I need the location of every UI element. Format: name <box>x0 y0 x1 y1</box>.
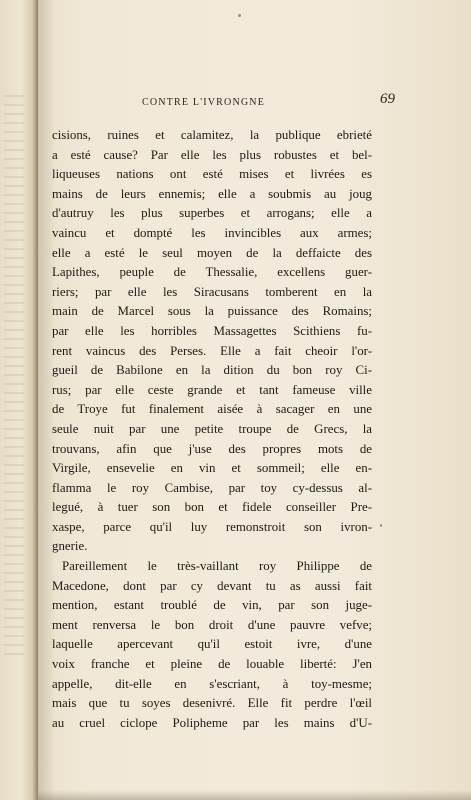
paper-speck <box>380 524 382 527</box>
text-line: elle a esté le seul moyen de la deffaicte des <box>52 245 372 260</box>
text-line: par elle les horribles Massagettes Scithiens fu- <box>52 323 372 338</box>
paragraph-start-line: Pareillement le très-vaillant roy Philippe de <box>62 559 372 574</box>
page-bottom-shadow <box>38 790 471 800</box>
text-line: main de Marcel sous la puissance des Romains; <box>52 304 372 319</box>
paper-speck <box>238 14 241 17</box>
previous-page-bleed-through <box>4 95 24 655</box>
text-line: a esté cause? Par elle les plus robustes et bel- <box>52 147 372 162</box>
text-line: flamma le roy Cambise, par toy cy-dessus al- <box>52 480 372 495</box>
text-line: vaincu et dompté les invincibles aux armes; <box>52 225 372 240</box>
text-line: appelle, dit-elle en s'escriant, à toy-mesme; <box>52 676 372 691</box>
text-line: gueil de Babilone en la dition du bon roy Ci- <box>52 363 372 378</box>
page-number: 69 <box>380 91 395 107</box>
text-line: Macedone, dont par cy devant tu as aussi fait <box>52 578 372 593</box>
running-head: CONTRE L'IVRONGNE <box>142 97 266 108</box>
text-line: mains de leurs ennemis; elle a soubmis au joug <box>52 186 372 201</box>
text-line: cisions, ruines et calamitez, la publique ebrieté <box>52 128 372 142</box>
text-line: mention, estant troublé de vin, par son juge- <box>52 598 372 613</box>
text-line: mais que tu soyes desenivré. Elle fit perdre l'œil <box>52 696 372 711</box>
previous-page-edge <box>0 0 38 800</box>
text-line: au cruel ciclope Polipheme par les mains d'U- <box>52 715 372 730</box>
text-line: d'autruy les plus superbes et arrogans; elle a <box>52 206 372 221</box>
text-line: ment renversa le bon droit d'une pauvre vefve; <box>52 617 372 632</box>
text-line: laquelle apercevant qu'il estoit ivre, d'une <box>52 637 372 652</box>
text-line: seule nuit par une petite troupe de Grecs, la <box>52 421 372 436</box>
text-line: Lapithes, peuple de Thessalie, excellens guer- <box>52 265 372 280</box>
text-line: legué, à tuer son bon et fidele conseiller Pre- <box>52 500 372 515</box>
text-line: rus; par elle ceste grande et tant fameuse ville <box>52 382 372 397</box>
text-line: de Troye fut finalement aisée à sacager en une <box>52 402 372 417</box>
text-line: trouvans, afin que j'use des propres mots de <box>52 441 372 456</box>
page-header <box>95 92 395 112</box>
text-line: voix franche et pleine de louable liberté: J'en <box>52 657 372 672</box>
text-line: rent vaincus des Perses. Elle a fait cheoir l'or- <box>52 343 372 358</box>
body-text <box>52 126 372 733</box>
text-line: Virgile, ensevelie en vin et sommeil; elle en- <box>52 461 372 476</box>
text-line: liqueuses nations ont esté mises et livrées es <box>52 167 372 182</box>
text-line: riers; par elle les Siracusans tomberent en la <box>52 284 372 299</box>
text-line: gnerie. <box>52 539 88 554</box>
text-line: xaspe, parce qu'il luy remonstroit son ivron- <box>52 519 372 534</box>
